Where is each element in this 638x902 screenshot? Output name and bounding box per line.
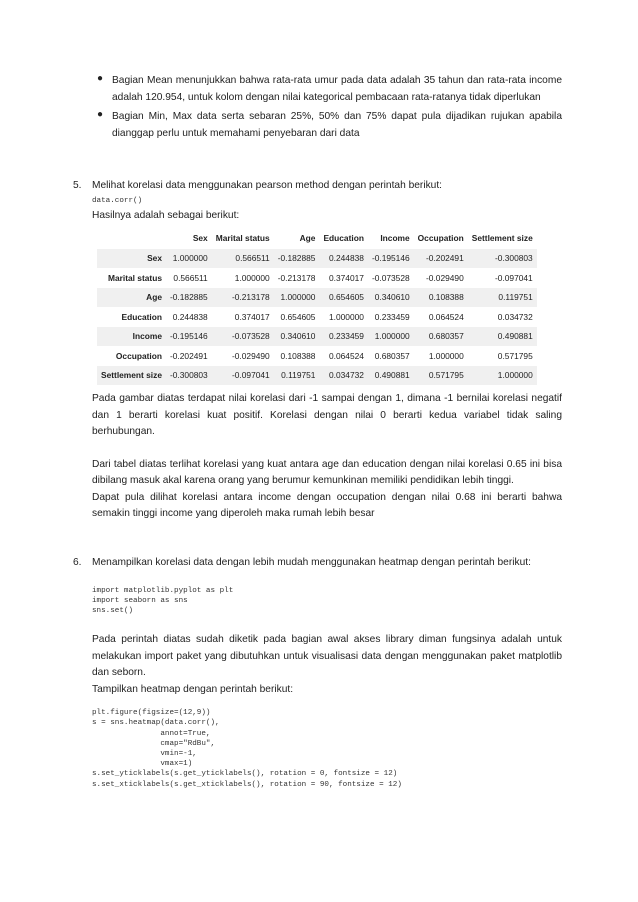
table-cell: 1.000000 — [468, 366, 537, 386]
column-header: Settlement size — [468, 228, 537, 248]
table-row — [97, 248, 537, 268]
bullet-item — [97, 109, 562, 142]
table-cell: 1.000000 — [368, 327, 414, 347]
step-6 — [92, 555, 562, 790]
correlation-table-wrapper — [97, 228, 537, 385]
step-number: 5. — [73, 180, 82, 191]
bullet-text: Bagian Mean menunjukkan bahwa rata-rata umur pada data adalah 35 tahun dan rata-rata income adalah 120.954, untuk kolom dengan nilai kategorical pembacaan rata-ratanya tidak diperlukan — [112, 75, 562, 103]
table-cell: 0.571795 — [414, 366, 468, 386]
step-number: 6. — [73, 557, 82, 568]
row-header: Occupation — [115, 350, 162, 361]
table-cell: -0.202491 — [414, 248, 468, 268]
table-cell: 0.034732 — [497, 311, 533, 322]
table-cell: 0.374017 — [234, 311, 270, 322]
table-corner — [97, 228, 166, 248]
table-cell: 0.680357 — [414, 327, 468, 347]
row-header: Marital status — [107, 272, 162, 283]
table-cell: -0.300803 — [468, 248, 537, 268]
bullet-dot-icon: ● — [97, 109, 104, 120]
table-cell: 0.119751 — [274, 366, 320, 386]
paragraph: Tampilkan heatmap dengan perintah berikut: — [92, 683, 294, 695]
column-header: Income — [368, 228, 414, 248]
table-row — [97, 366, 537, 386]
table-cell: 0.571795 — [497, 350, 533, 361]
table-cell: -0.182885 — [274, 248, 320, 268]
column-header: Marital status — [212, 228, 274, 248]
table-cell: 0.654605 — [319, 288, 367, 308]
code-block: import matplotlib.pyplot as plt import seaborn as sns sns.set() — [92, 586, 234, 615]
table-cell: 0.340610 — [368, 288, 414, 308]
table-row — [97, 268, 537, 288]
table-cell: 1.000000 — [428, 350, 464, 361]
table-cell: 0.244838 — [319, 248, 367, 268]
step-5 — [92, 178, 562, 224]
table-cell: 0.244838 — [172, 311, 208, 322]
table-cell: 0.340610 — [274, 327, 320, 347]
table-cell: 0.374017 — [329, 272, 364, 283]
table-cell: 0.490881 — [468, 327, 537, 347]
table-cell: -0.195146 — [166, 327, 212, 347]
table-cell: -0.029490 — [231, 350, 270, 361]
table-cell: -0.213178 — [277, 272, 316, 283]
step-text: Menampilkan korelasi data dengan lebih mudah menggunakan heatmap dengan perintah berikut: — [92, 557, 531, 568]
paragraph: Pada perintah diatas sudah diketik pada bagian awal akses library diman fungsinya adalah untuk melakukan import paket yang dibutuhkan untuk visualisasi data dengan menggunakan paket matplotlib dan seborn. — [92, 634, 562, 679]
table-cell: -0.195146 — [368, 248, 414, 268]
bullet-dot-icon: ● — [97, 73, 104, 84]
table-cell: 1.000000 — [274, 288, 320, 308]
code-block: plt.figure(figsize=(12,9)) s = sns.heatmap(data.corr(), annot=True, cmap="RdBu", vmin=-1, vmax=1) s.set_yticklabels(s.get_yticklabels(), rotation = 0, fontsize = 12) s.set_xticklabels(s.get_xticklabels(), rotation = 90, fontsize = 12) — [92, 709, 402, 789]
bullet-text: Bagian Min, Max data serta sebaran 25%, 50% dan 75% dapat pula dijadikan rujukan apabila dianggap perlu untuk memahami penyebaran dari data — [112, 111, 562, 139]
correlation-table — [97, 228, 537, 385]
column-header: Age — [274, 228, 320, 248]
row-header: Education — [121, 311, 162, 322]
table-cell: -0.073528 — [371, 272, 410, 283]
table-header-row — [97, 228, 537, 248]
table-cell: -0.029490 — [426, 272, 464, 283]
step-text: Melihat korelasi data menggunakan pearson method dengan perintah berikut: — [92, 180, 443, 191]
table-cell: 0.108388 — [414, 288, 468, 308]
step-5-explanation — [92, 391, 562, 523]
column-header: Education — [319, 228, 367, 248]
table-cell: 1.000000 — [329, 311, 364, 322]
column-header: Sex — [166, 228, 212, 248]
table-cell: 0.490881 — [368, 366, 414, 386]
table-cell: 1.000000 — [166, 248, 212, 268]
table-cell: -0.073528 — [212, 327, 274, 347]
row-header: Settlement size — [97, 366, 166, 386]
paragraph: Pada gambar diatas terdapat nilai korelasi dari -1 sampai dengan 1, dimana -1 bernilai korelasi negatif dan 1 berarti korelasi kuat positif. Korelasi dengan nilai 0 berarti kedua variabel tidak saling berhubungan. — [92, 393, 562, 437]
table-cell: 0.064524 — [329, 350, 364, 361]
column-header: Occupation — [414, 228, 468, 248]
row-header: Sex — [97, 248, 166, 268]
table-cell: -0.213178 — [212, 288, 274, 308]
bullet-item — [97, 73, 562, 106]
result-label: Hasilnya adalah sebagai berikut: — [92, 209, 240, 221]
table-cell: 1.000000 — [234, 272, 270, 283]
table-cell: 0.108388 — [280, 350, 316, 361]
table-cell: -0.097041 — [212, 366, 274, 386]
table-cell: 0.654605 — [280, 311, 316, 322]
table-cell: -0.202491 — [169, 350, 208, 361]
table-cell: -0.097041 — [495, 272, 533, 283]
table-cell: 0.233459 — [319, 327, 367, 347]
paragraph: Dapat pula dilihat korelasi antara income dengan occupation dengan nilai 0.68 ini berarti bahwa semakin tinggi income yang diperoleh maka rumah lebih besar — [92, 491, 562, 519]
paragraph: Dari tabel diatas terlihat korelasi yang kuat antara age dan education dengan nilai korelasi 0.65 ini bisa dibilang masuk akal karena orang yang berumur kemunkinan memiliki pendidikan lebih tinggi. — [92, 458, 562, 486]
table-cell: 0.034732 — [319, 366, 367, 386]
code-block: data.corr() — [92, 196, 143, 205]
table-cell: 0.233459 — [374, 311, 410, 322]
table-row — [97, 307, 537, 327]
table-row — [97, 327, 537, 347]
table-cell: 0.680357 — [374, 350, 410, 361]
table-cell: 0.566511 — [212, 248, 274, 268]
table-cell: -0.182885 — [166, 288, 212, 308]
table-cell: 0.119751 — [468, 288, 537, 308]
bullet-list — [97, 73, 562, 145]
table-cell: -0.300803 — [166, 366, 212, 386]
row-header: Age — [97, 288, 166, 308]
row-header: Income — [97, 327, 166, 347]
table-cell: 0.566511 — [173, 272, 208, 283]
table-row — [97, 346, 537, 366]
table-cell: 0.064524 — [428, 311, 464, 322]
table-row — [97, 288, 537, 308]
